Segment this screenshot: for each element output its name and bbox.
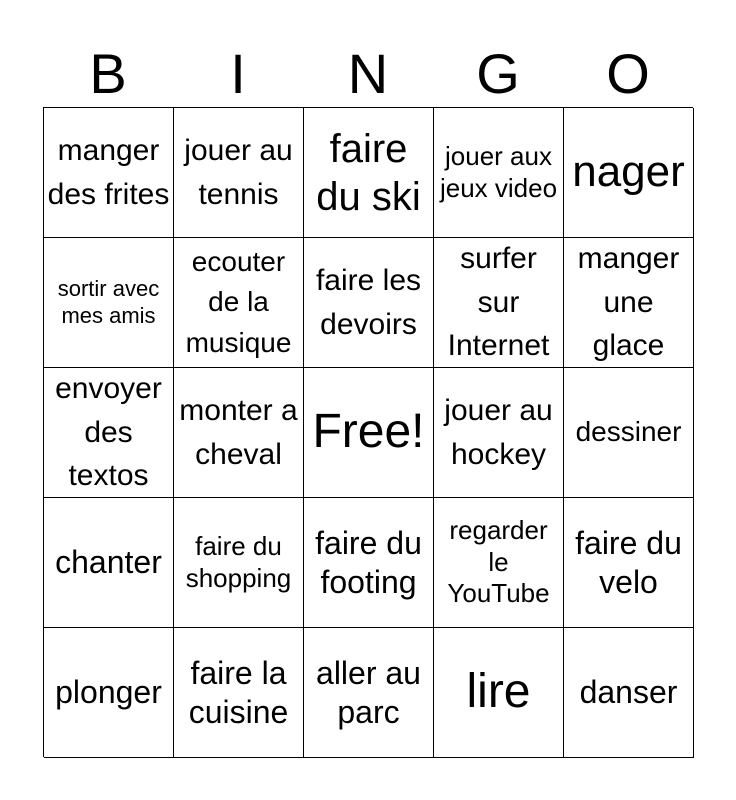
bingo-cell: dessiner (564, 368, 694, 498)
header-letter-n: N (347, 42, 389, 105)
bingo-cell: monter a cheval (174, 368, 304, 498)
bingo-header (43, 40, 693, 108)
bingo-cell: danser (564, 628, 694, 758)
bingo-cell: plonger (44, 628, 174, 758)
bingo-cell: lire (434, 628, 564, 758)
bingo-cell: faire du shopping (174, 498, 304, 628)
bingo-grid (43, 107, 693, 757)
bingo-cell: manger une glace (564, 238, 694, 368)
bingo-cell: regarder le YouTube (434, 498, 564, 628)
bingo-cell: faire du ski (304, 108, 434, 238)
bingo-cell: sortir avec mes amis (44, 238, 174, 368)
bingo-cell: manger des frites (44, 108, 174, 238)
bingo-cell: envoyer des textos (44, 368, 174, 498)
bingo-cell: jouer aux jeux video (434, 108, 564, 238)
bingo-cell: faire la cuisine (174, 628, 304, 758)
header-letter-g: G (476, 42, 520, 105)
free-space: Free! (304, 368, 434, 498)
bingo-cell: faire du footing (304, 498, 434, 628)
header-letter-i: I (230, 42, 246, 105)
bingo-cell: faire les devoirs (304, 238, 434, 368)
bingo-cell: ecouter de la musique (174, 238, 304, 368)
bingo-cell: jouer au hockey (434, 368, 564, 498)
header-letter-b: B (89, 42, 127, 105)
header-letter-o: O (606, 42, 650, 105)
bingo-cell: jouer au tennis (174, 108, 304, 238)
bingo-cell: aller au parc (304, 628, 434, 758)
bingo-cell: faire du velo (564, 498, 694, 628)
bingo-cell: surfer sur Internet (434, 238, 564, 368)
bingo-cell: chanter (44, 498, 174, 628)
bingo-cell: nager (564, 108, 694, 238)
